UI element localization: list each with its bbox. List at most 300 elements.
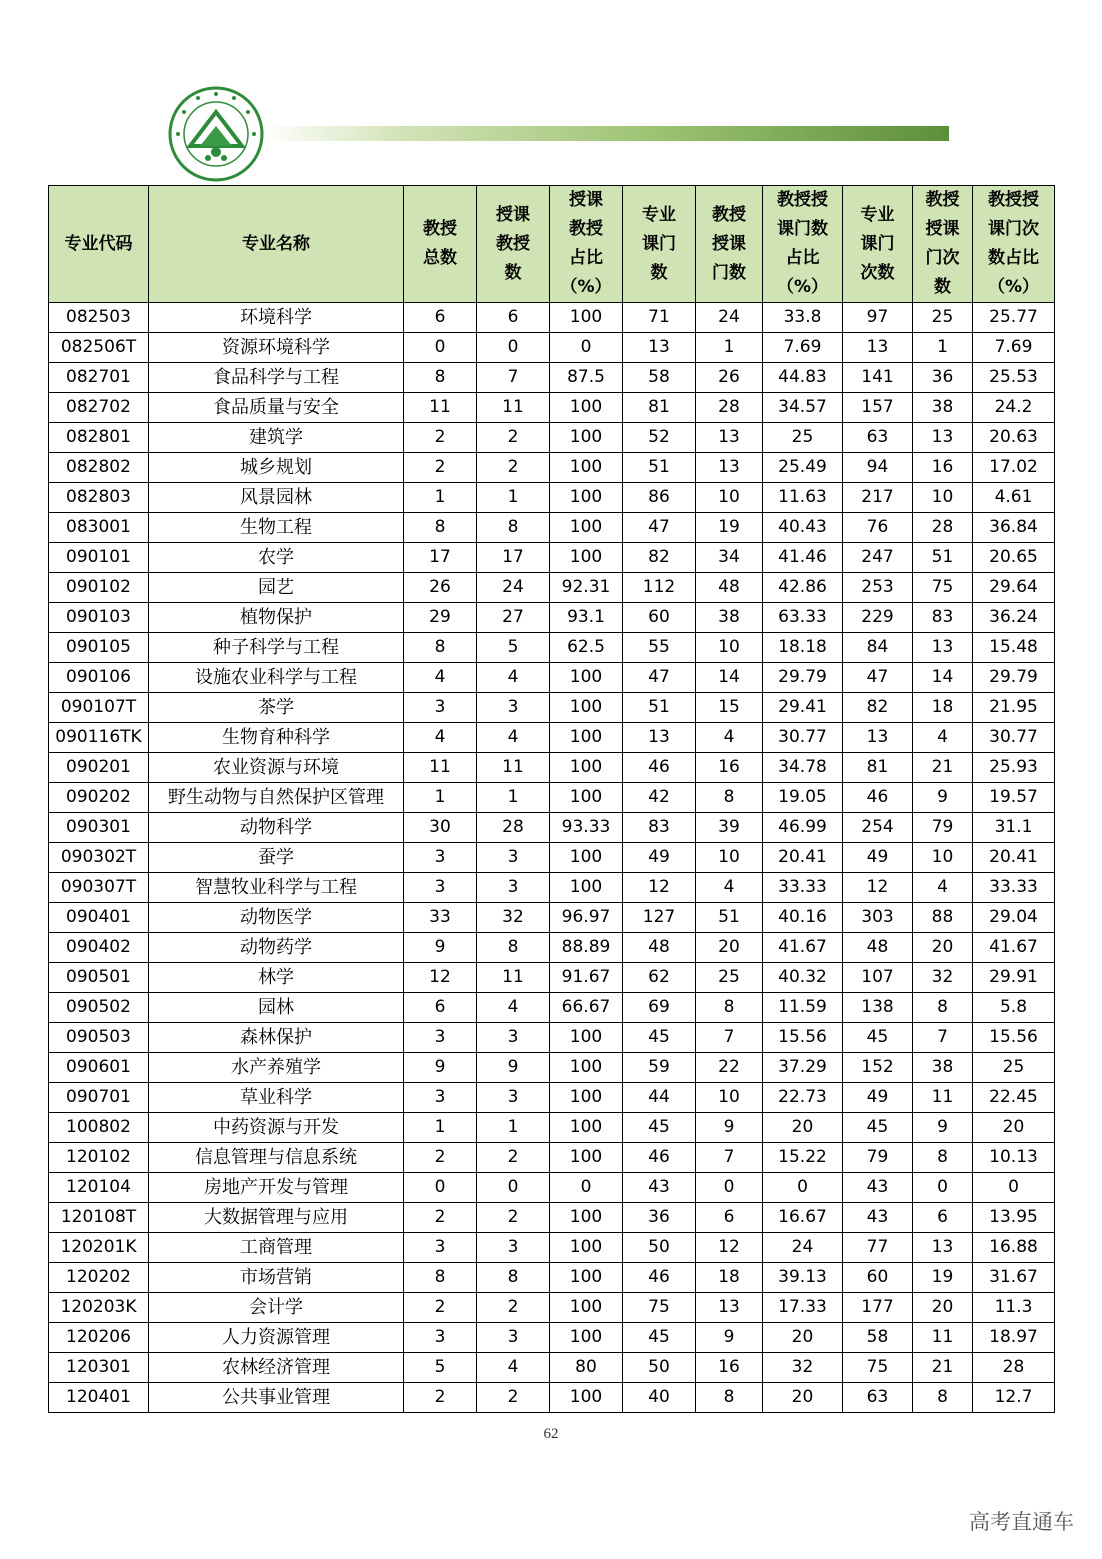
cell-professor-course-ratio: 20 (763, 1383, 843, 1413)
cell-teaching-professors: 2 (477, 453, 550, 483)
table-row (49, 633, 1055, 663)
cell-professor-courses: 26 (696, 363, 763, 393)
cell-teaching-professors: 32 (477, 903, 550, 933)
cell-teaching-professors: 3 (477, 1083, 550, 1113)
cell-professor-courses: 4 (696, 723, 763, 753)
cell-professor-session-ratio: 25.93 (973, 753, 1055, 783)
cell-teaching-professors: 4 (477, 1353, 550, 1383)
cell-major-course-sessions: 49 (843, 1083, 913, 1113)
cell-professor-session-ratio: 28 (973, 1353, 1055, 1383)
cell-major-courses: 45 (623, 1323, 696, 1353)
cell-major-name: 智慧牧业科学与工程 (149, 873, 404, 903)
cell-professor-sessions: 28 (913, 513, 973, 543)
cell-professor-total: 3 (404, 1233, 477, 1263)
cell-professor-sessions: 21 (913, 1353, 973, 1383)
cell-teaching-professor-ratio: 100 (550, 1323, 623, 1353)
cell-major-course-sessions: 81 (843, 753, 913, 783)
cell-professor-courses: 7 (696, 1143, 763, 1173)
cell-professor-session-ratio: 30.77 (973, 723, 1055, 753)
cell-professor-courses: 10 (696, 483, 763, 513)
cell-professor-course-ratio: 19.05 (763, 783, 843, 813)
cell-professor-total: 4 (404, 723, 477, 753)
cell-major-course-sessions: 107 (843, 963, 913, 993)
cell-professor-sessions: 9 (913, 1113, 973, 1143)
cell-professor-course-ratio: 24 (763, 1233, 843, 1263)
cell-professor-sessions: 13 (913, 423, 973, 453)
cell-professor-session-ratio: 16.88 (973, 1233, 1055, 1263)
cell-professor-total: 8 (404, 633, 477, 663)
cell-major-code: 082801 (49, 423, 149, 453)
cell-professor-courses: 20 (696, 933, 763, 963)
table-row (49, 1383, 1055, 1413)
table-row (49, 1173, 1055, 1203)
cell-teaching-professor-ratio: 100 (550, 483, 623, 513)
cell-teaching-professors: 0 (477, 333, 550, 363)
cell-professor-courses: 1 (696, 333, 763, 363)
cell-professor-total: 11 (404, 753, 477, 783)
cell-teaching-professors: 27 (477, 603, 550, 633)
table-row (49, 963, 1055, 993)
cell-major-name: 信息管理与信息系统 (149, 1143, 404, 1173)
cell-major-name: 林学 (149, 963, 404, 993)
cell-professor-sessions: 18 (913, 693, 973, 723)
cell-major-course-sessions: 77 (843, 1233, 913, 1263)
cell-major-course-sessions: 45 (843, 1113, 913, 1143)
cell-major-courses: 49 (623, 843, 696, 873)
cell-professor-courses: 9 (696, 1113, 763, 1143)
cell-professor-total: 4 (404, 663, 477, 693)
header-professor-course-ratio: 教授授 课门数 占比 （%） (763, 186, 843, 303)
cell-major-code: 083001 (49, 513, 149, 543)
cell-professor-course-ratio: 22.73 (763, 1083, 843, 1113)
cell-major-code: 090402 (49, 933, 149, 963)
cell-professor-session-ratio: 24.2 (973, 393, 1055, 423)
cell-major-course-sessions: 60 (843, 1263, 913, 1293)
cell-major-code: 090101 (49, 543, 149, 573)
cell-major-courses: 81 (623, 393, 696, 423)
cell-teaching-professor-ratio: 100 (550, 873, 623, 903)
cell-major-name: 风景园林 (149, 483, 404, 513)
cell-professor-courses: 13 (696, 1293, 763, 1323)
cell-teaching-professors: 4 (477, 723, 550, 753)
cell-major-courses: 47 (623, 663, 696, 693)
cell-teaching-professors: 2 (477, 1293, 550, 1323)
cell-major-code: 090116TK (49, 723, 149, 753)
cell-major-course-sessions: 48 (843, 933, 913, 963)
cell-professor-courses: 10 (696, 843, 763, 873)
cell-professor-courses: 13 (696, 453, 763, 483)
cell-teaching-professor-ratio: 100 (550, 1083, 623, 1113)
cell-professor-total: 8 (404, 363, 477, 393)
cell-professor-courses: 39 (696, 813, 763, 843)
cell-professor-course-ratio: 16.67 (763, 1203, 843, 1233)
cell-teaching-professors: 0 (477, 1173, 550, 1203)
cell-teaching-professors: 1 (477, 783, 550, 813)
cell-professor-total: 6 (404, 303, 477, 333)
table-row (49, 993, 1055, 1023)
cell-professor-course-ratio: 30.77 (763, 723, 843, 753)
cell-major-courses: 50 (623, 1353, 696, 1383)
cell-major-course-sessions: 49 (843, 843, 913, 873)
cell-major-code: 120203K (49, 1293, 149, 1323)
table-row (49, 573, 1055, 603)
cell-professor-sessions: 88 (913, 903, 973, 933)
cell-major-code: 100802 (49, 1113, 149, 1143)
cell-professor-total: 1 (404, 783, 477, 813)
cell-professor-course-ratio: 39.13 (763, 1263, 843, 1293)
header-major-name: 专业名称 (149, 186, 404, 303)
cell-teaching-professor-ratio: 100 (550, 1203, 623, 1233)
cell-teaching-professor-ratio: 100 (550, 1383, 623, 1413)
cell-professor-course-ratio: 25.49 (763, 453, 843, 483)
cell-major-courses: 47 (623, 513, 696, 543)
cell-professor-course-ratio: 15.56 (763, 1023, 843, 1053)
cell-teaching-professors: 8 (477, 1263, 550, 1293)
cell-professor-course-ratio: 18.18 (763, 633, 843, 663)
table-row (49, 393, 1055, 423)
cell-professor-session-ratio: 31.67 (973, 1263, 1055, 1293)
cell-professor-sessions: 4 (913, 723, 973, 753)
cell-professor-session-ratio: 15.48 (973, 633, 1055, 663)
cell-major-code: 120108T (49, 1203, 149, 1233)
cell-major-code: 090201 (49, 753, 149, 783)
cell-major-course-sessions: 43 (843, 1173, 913, 1203)
cell-teaching-professor-ratio: 100 (550, 303, 623, 333)
cell-major-courses: 55 (623, 633, 696, 663)
cell-teaching-professors: 3 (477, 693, 550, 723)
cell-professor-course-ratio: 17.33 (763, 1293, 843, 1323)
header-gradient-bar (262, 126, 949, 141)
cell-teaching-professor-ratio: 100 (550, 1113, 623, 1143)
cell-teaching-professors: 11 (477, 393, 550, 423)
cell-major-name: 农学 (149, 543, 404, 573)
cell-teaching-professor-ratio: 100 (550, 1233, 623, 1263)
cell-major-name: 园艺 (149, 573, 404, 603)
cell-professor-courses: 10 (696, 633, 763, 663)
table-row (49, 843, 1055, 873)
cell-major-courses: 13 (623, 333, 696, 363)
cell-professor-session-ratio: 13.95 (973, 1203, 1055, 1233)
cell-professor-total: 9 (404, 933, 477, 963)
cell-professor-session-ratio: 15.56 (973, 1023, 1055, 1053)
cell-professor-sessions: 13 (913, 1233, 973, 1263)
cell-major-code: 090301 (49, 813, 149, 843)
cell-professor-sessions: 16 (913, 453, 973, 483)
cell-major-course-sessions: 13 (843, 333, 913, 363)
cell-major-courses: 36 (623, 1203, 696, 1233)
cell-professor-course-ratio: 40.32 (763, 963, 843, 993)
cell-major-name: 会计学 (149, 1293, 404, 1323)
cell-professor-sessions: 36 (913, 363, 973, 393)
cell-teaching-professors: 9 (477, 1053, 550, 1083)
cell-major-name: 房地产开发与管理 (149, 1173, 404, 1203)
table-row (49, 483, 1055, 513)
cell-major-name: 公共事业管理 (149, 1383, 404, 1413)
cell-major-course-sessions: 13 (843, 723, 913, 753)
table-row (49, 1323, 1055, 1353)
cell-professor-sessions: 19 (913, 1263, 973, 1293)
cell-teaching-professors: 8 (477, 933, 550, 963)
cell-major-code: 082503 (49, 303, 149, 333)
cell-teaching-professors: 3 (477, 1233, 550, 1263)
cell-teaching-professor-ratio: 91.67 (550, 963, 623, 993)
cell-professor-session-ratio: 25.53 (973, 363, 1055, 393)
cell-major-name: 中药资源与开发 (149, 1113, 404, 1143)
cell-professor-courses: 9 (696, 1323, 763, 1353)
table-row (49, 363, 1055, 393)
cell-professor-course-ratio: 7.69 (763, 333, 843, 363)
cell-professor-course-ratio: 46.99 (763, 813, 843, 843)
cell-teaching-professor-ratio: 100 (550, 693, 623, 723)
cell-major-code: 120401 (49, 1383, 149, 1413)
cell-major-code: 090106 (49, 663, 149, 693)
cell-professor-course-ratio: 11.59 (763, 993, 843, 1023)
cell-major-courses: 86 (623, 483, 696, 513)
cell-major-course-sessions: 217 (843, 483, 913, 513)
cell-professor-session-ratio: 10.13 (973, 1143, 1055, 1173)
cell-professor-sessions: 10 (913, 843, 973, 873)
cell-professor-courses: 8 (696, 993, 763, 1023)
cell-major-courses: 62 (623, 963, 696, 993)
cell-major-course-sessions: 12 (843, 873, 913, 903)
cell-teaching-professor-ratio: 66.67 (550, 993, 623, 1023)
cell-major-course-sessions: 84 (843, 633, 913, 663)
cell-major-courses: 60 (623, 603, 696, 633)
cell-professor-session-ratio: 25.77 (973, 303, 1055, 333)
cell-teaching-professor-ratio: 100 (550, 423, 623, 453)
cell-teaching-professor-ratio: 100 (550, 843, 623, 873)
cell-major-name: 草业科学 (149, 1083, 404, 1113)
cell-major-course-sessions: 177 (843, 1293, 913, 1323)
table-row (49, 1023, 1055, 1053)
cell-major-course-sessions: 47 (843, 663, 913, 693)
cell-professor-course-ratio: 15.22 (763, 1143, 843, 1173)
cell-teaching-professors: 1 (477, 1113, 550, 1143)
cell-major-course-sessions: 82 (843, 693, 913, 723)
table-row (49, 1143, 1055, 1173)
header-teaching-professor-ratio: 授课 教授 占比 （%） (550, 186, 623, 303)
cell-teaching-professors: 7 (477, 363, 550, 393)
cell-professor-session-ratio: 20.65 (973, 543, 1055, 573)
cell-professor-total: 5 (404, 1353, 477, 1383)
cell-professor-courses: 13 (696, 423, 763, 453)
cell-major-name: 生物育种科学 (149, 723, 404, 753)
cell-major-courses: 58 (623, 363, 696, 393)
cell-professor-sessions: 20 (913, 933, 973, 963)
cell-professor-courses: 25 (696, 963, 763, 993)
cell-major-courses: 83 (623, 813, 696, 843)
cell-teaching-professor-ratio: 100 (550, 513, 623, 543)
cell-major-courses: 40 (623, 1383, 696, 1413)
cell-teaching-professor-ratio: 100 (550, 1293, 623, 1323)
cell-major-code: 090103 (49, 603, 149, 633)
cell-teaching-professor-ratio: 100 (550, 1143, 623, 1173)
cell-professor-courses: 22 (696, 1053, 763, 1083)
cell-teaching-professor-ratio: 87.5 (550, 363, 623, 393)
cell-major-code: 090105 (49, 633, 149, 663)
cell-teaching-professors: 4 (477, 663, 550, 693)
cell-major-code: 090503 (49, 1023, 149, 1053)
cell-major-courses: 51 (623, 453, 696, 483)
cell-major-name: 种子科学与工程 (149, 633, 404, 663)
cell-professor-session-ratio: 20.41 (973, 843, 1055, 873)
university-logo (168, 86, 264, 182)
cell-major-code: 090107T (49, 693, 149, 723)
cell-professor-total: 26 (404, 573, 477, 603)
cell-professor-sessions: 11 (913, 1083, 973, 1113)
cell-major-name: 野生动物与自然保护区管理 (149, 783, 404, 813)
cell-professor-sessions: 20 (913, 1293, 973, 1323)
cell-teaching-professors: 1 (477, 483, 550, 513)
cell-professor-total: 30 (404, 813, 477, 843)
cell-professor-session-ratio: 33.33 (973, 873, 1055, 903)
cell-teaching-professors: 11 (477, 963, 550, 993)
cell-major-courses: 69 (623, 993, 696, 1023)
cell-major-name: 人力资源管理 (149, 1323, 404, 1353)
cell-professor-total: 11 (404, 393, 477, 423)
cell-professor-session-ratio: 4.61 (973, 483, 1055, 513)
cell-professor-session-ratio: 29.04 (973, 903, 1055, 933)
header-major-courses: 专业 课门 数 (623, 186, 696, 303)
cell-professor-sessions: 13 (913, 633, 973, 663)
cell-professor-sessions: 21 (913, 753, 973, 783)
cell-professor-total: 2 (404, 1203, 477, 1233)
cell-professor-total: 2 (404, 453, 477, 483)
cell-major-courses: 46 (623, 1143, 696, 1173)
cell-professor-sessions: 4 (913, 873, 973, 903)
cell-professor-course-ratio: 29.41 (763, 693, 843, 723)
cell-teaching-professors: 6 (477, 303, 550, 333)
cell-teaching-professor-ratio: 100 (550, 1023, 623, 1053)
cell-major-name: 农林经济管理 (149, 1353, 404, 1383)
header-professor-session-ratio: 教授授 课门次 数占比 （%） (973, 186, 1055, 303)
cell-major-course-sessions: 63 (843, 423, 913, 453)
cell-major-courses: 13 (623, 723, 696, 753)
cell-professor-courses: 16 (696, 1353, 763, 1383)
table-row (49, 1233, 1055, 1263)
cell-professor-session-ratio: 41.67 (973, 933, 1055, 963)
cell-professor-total: 2 (404, 1293, 477, 1323)
cell-major-courses: 48 (623, 933, 696, 963)
cell-teaching-professor-ratio: 100 (550, 663, 623, 693)
cell-professor-session-ratio: 25 (973, 1053, 1055, 1083)
cell-professor-course-ratio: 29.79 (763, 663, 843, 693)
cell-teaching-professors: 2 (477, 1383, 550, 1413)
cell-professor-session-ratio: 20 (973, 1113, 1055, 1143)
cell-major-courses: 46 (623, 753, 696, 783)
cell-professor-sessions: 11 (913, 1323, 973, 1353)
cell-professor-courses: 8 (696, 1383, 763, 1413)
professor-teaching-table (48, 185, 1055, 1413)
cell-professor-courses: 18 (696, 1263, 763, 1293)
cell-professor-courses: 14 (696, 663, 763, 693)
cell-teaching-professors: 3 (477, 1323, 550, 1353)
cell-major-code: 120206 (49, 1323, 149, 1353)
cell-professor-course-ratio: 63.33 (763, 603, 843, 633)
header-teaching-professors: 授课 教授 数 (477, 186, 550, 303)
cell-professor-session-ratio: 12.7 (973, 1383, 1055, 1413)
cell-teaching-professor-ratio: 0 (550, 1173, 623, 1203)
cell-professor-total: 3 (404, 693, 477, 723)
watermark: 高考直通车 (969, 1510, 1074, 1534)
cell-professor-total: 33 (404, 903, 477, 933)
cell-major-name: 植物保护 (149, 603, 404, 633)
cell-professor-course-ratio: 20 (763, 1323, 843, 1353)
cell-professor-total: 2 (404, 423, 477, 453)
cell-professor-total: 9 (404, 1053, 477, 1083)
cell-major-course-sessions: 254 (843, 813, 913, 843)
cell-professor-sessions: 7 (913, 1023, 973, 1053)
cell-teaching-professors: 3 (477, 873, 550, 903)
cell-professor-total: 29 (404, 603, 477, 633)
cell-major-code: 120301 (49, 1353, 149, 1383)
table-row (49, 1053, 1055, 1083)
cell-major-course-sessions: 229 (843, 603, 913, 633)
cell-professor-sessions: 38 (913, 393, 973, 423)
table-row (49, 873, 1055, 903)
cell-major-code: 082803 (49, 483, 149, 513)
cell-professor-session-ratio: 22.45 (973, 1083, 1055, 1113)
table-row (49, 1113, 1055, 1143)
cell-major-name: 园林 (149, 993, 404, 1023)
cell-major-courses: 46 (623, 1263, 696, 1293)
cell-professor-courses: 10 (696, 1083, 763, 1113)
cell-professor-total: 2 (404, 1143, 477, 1173)
cell-teaching-professor-ratio: 0 (550, 333, 623, 363)
cell-major-code: 090401 (49, 903, 149, 933)
cell-major-courses: 112 (623, 573, 696, 603)
cell-professor-session-ratio: 29.79 (973, 663, 1055, 693)
cell-major-course-sessions: 79 (843, 1143, 913, 1173)
cell-major-course-sessions: 157 (843, 393, 913, 423)
cell-professor-courses: 12 (696, 1233, 763, 1263)
cell-teaching-professor-ratio: 100 (550, 783, 623, 813)
table-row (49, 723, 1055, 753)
cell-professor-session-ratio: 31.1 (973, 813, 1055, 843)
cell-teaching-professor-ratio: 93.1 (550, 603, 623, 633)
cell-major-name: 农业资源与环境 (149, 753, 404, 783)
cell-major-courses: 42 (623, 783, 696, 813)
cell-professor-courses: 15 (696, 693, 763, 723)
cell-major-name: 食品科学与工程 (149, 363, 404, 393)
cell-major-name: 动物药学 (149, 933, 404, 963)
cell-professor-total: 6 (404, 993, 477, 1023)
cell-teaching-professors: 5 (477, 633, 550, 663)
cell-major-course-sessions: 94 (843, 453, 913, 483)
table-row (49, 513, 1055, 543)
cell-professor-session-ratio: 11.3 (973, 1293, 1055, 1323)
cell-professor-courses: 8 (696, 783, 763, 813)
cell-major-course-sessions: 138 (843, 993, 913, 1023)
cell-major-courses: 12 (623, 873, 696, 903)
header-major-code: 专业代码 (49, 186, 149, 303)
cell-teaching-professor-ratio: 100 (550, 1053, 623, 1083)
cell-major-courses: 50 (623, 1233, 696, 1263)
cell-teaching-professor-ratio: 100 (550, 723, 623, 753)
header-professor-sessions: 教授 授课 门次 数 (913, 186, 973, 303)
cell-professor-session-ratio: 0 (973, 1173, 1055, 1203)
cell-professor-courses: 16 (696, 753, 763, 783)
cell-major-courses: 45 (623, 1023, 696, 1053)
cell-professor-sessions: 32 (913, 963, 973, 993)
cell-professor-session-ratio: 18.97 (973, 1323, 1055, 1353)
cell-teaching-professor-ratio: 93.33 (550, 813, 623, 843)
cell-major-name: 森林保护 (149, 1023, 404, 1053)
cell-professor-sessions: 10 (913, 483, 973, 513)
cell-major-name: 设施农业科学与工程 (149, 663, 404, 693)
cell-professor-courses: 19 (696, 513, 763, 543)
table-row (49, 933, 1055, 963)
